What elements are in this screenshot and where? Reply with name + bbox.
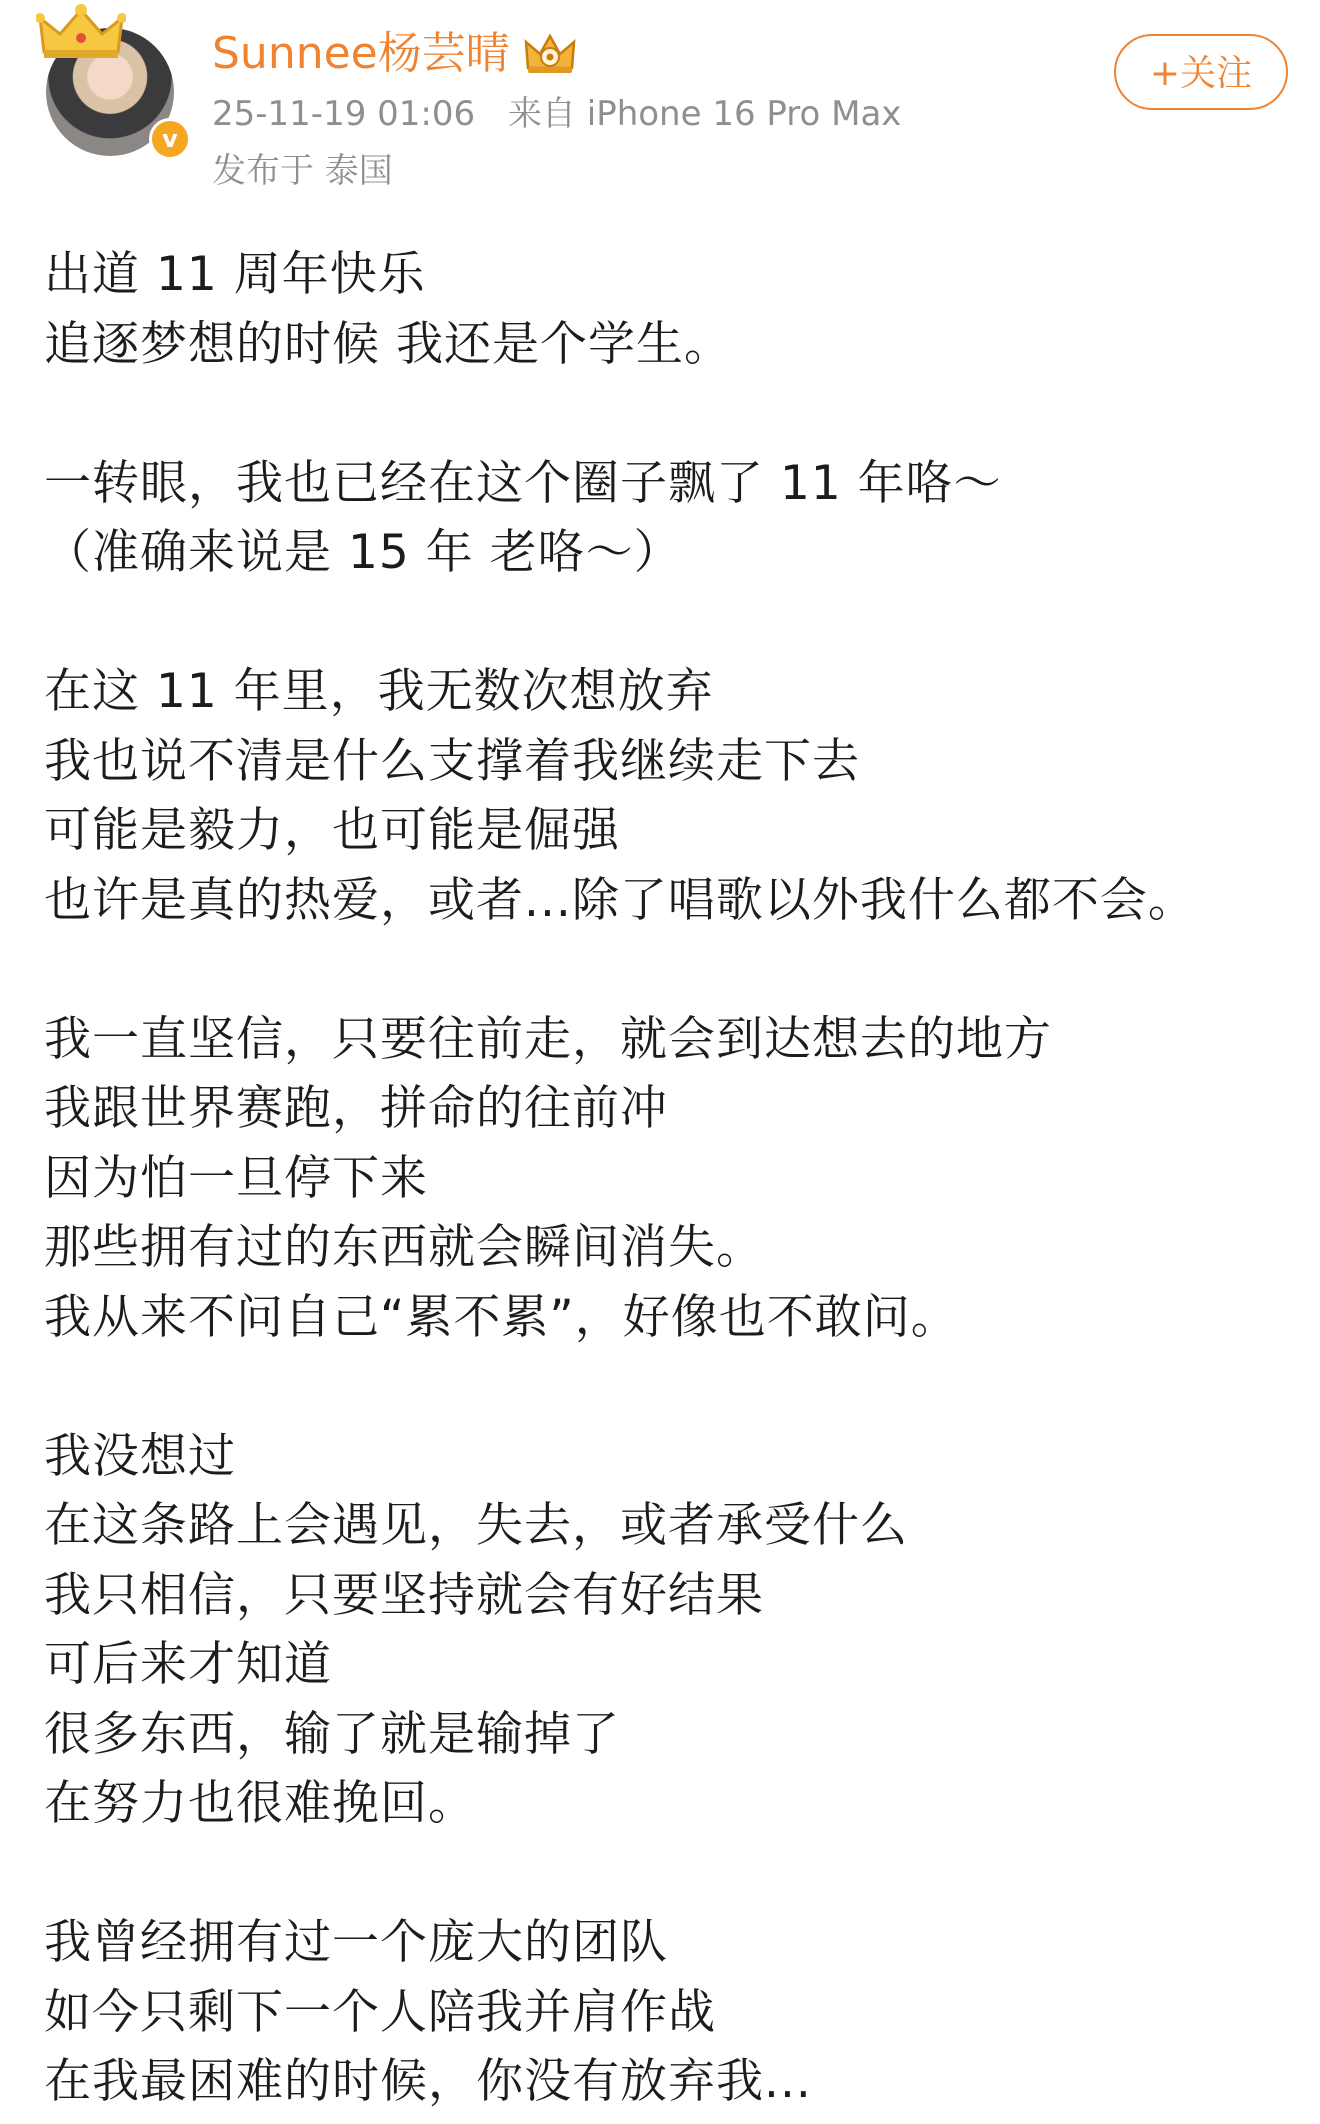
username[interactable]: Sunnee杨芸晴 <box>212 28 510 79</box>
post-text-line: 我曾经拥有过一个庞大的团队 <box>44 1915 668 1970</box>
post-text-line: 可后来才知道 <box>44 1637 332 1692</box>
post-blank-line <box>44 1839 1284 1909</box>
follow-button[interactable]: +关注 <box>1114 34 1288 110</box>
post-blank-line <box>44 1352 1284 1422</box>
verified-badge-icon: v <box>149 118 191 160</box>
post-text-line: 我跟世界赛跑，拼命的往前冲 <box>44 1081 668 1136</box>
post-text-line: 我没想过 <box>44 1428 236 1484</box>
post-text-line: 我一直坚信，只要往前走，就会到达想去的地方 <box>44 1011 1052 1067</box>
post-text-line: 在我最困难的时候，你没有放弃我... <box>44 2054 812 2109</box>
post-text-line: 出道 11 周年快乐 <box>44 247 426 302</box>
post-text-line: 一转眼，我也已经在这个圈子飘了 11 年咯～ <box>44 455 1002 511</box>
post-location: 发布于 泰国 <box>212 151 393 191</box>
post-timestamp: 25-11-19 01:06 <box>212 94 476 134</box>
post-text-line: 在这条路上会遇见，失去，或者承受什么 <box>44 1498 908 1553</box>
post-blank-line <box>44 588 1284 658</box>
vip-crown-icon[interactable] <box>522 30 578 78</box>
crown-icon <box>36 4 126 64</box>
post-header <box>0 0 1320 200</box>
post-text-line: 因为怕一旦停下来 <box>44 1150 428 1206</box>
post-text-line: 我也说不清是什么支撑着我继续走下去 <box>44 733 860 789</box>
post-blank-line <box>44 379 1284 449</box>
post-body <box>44 240 1284 2117</box>
post-source[interactable]: 来自 iPhone 16 Pro Max <box>507 94 902 134</box>
post-text-line: 很多东西，输了就是输掉了 <box>44 1706 620 1762</box>
post-text-line: 我从来不问自己“累不累”，好像也不敢问。 <box>44 1289 959 1345</box>
post-meta <box>212 90 901 138</box>
post-blank-line <box>44 935 1284 1005</box>
post-text-line: 追逐梦想的时候 我还是个学生。 <box>44 316 732 372</box>
post-text-line: 在这 11 年里，我无数次想放弃 <box>44 664 714 719</box>
post-text-line: 也许是真的热爱，或者...除了唱歌以外我什么都不会。 <box>44 872 1196 928</box>
post-text-line: （准确来说是 15 年 老咯～） <box>44 525 682 580</box>
post-text-line: 在努力也很难挽回。 <box>44 1776 476 1831</box>
post-text-line: 如今只剩下一个人陪我并肩作战 <box>44 1984 716 2040</box>
avatar-container[interactable] <box>36 8 186 158</box>
post-text-line: 我只相信，只要坚持就会有好结果 <box>44 1567 764 1623</box>
post-text-line: 那些拥有过的东西就会瞬间消失。 <box>44 1220 764 1275</box>
post-text-line: 可能是毅力，也可能是倔强 <box>44 803 620 858</box>
